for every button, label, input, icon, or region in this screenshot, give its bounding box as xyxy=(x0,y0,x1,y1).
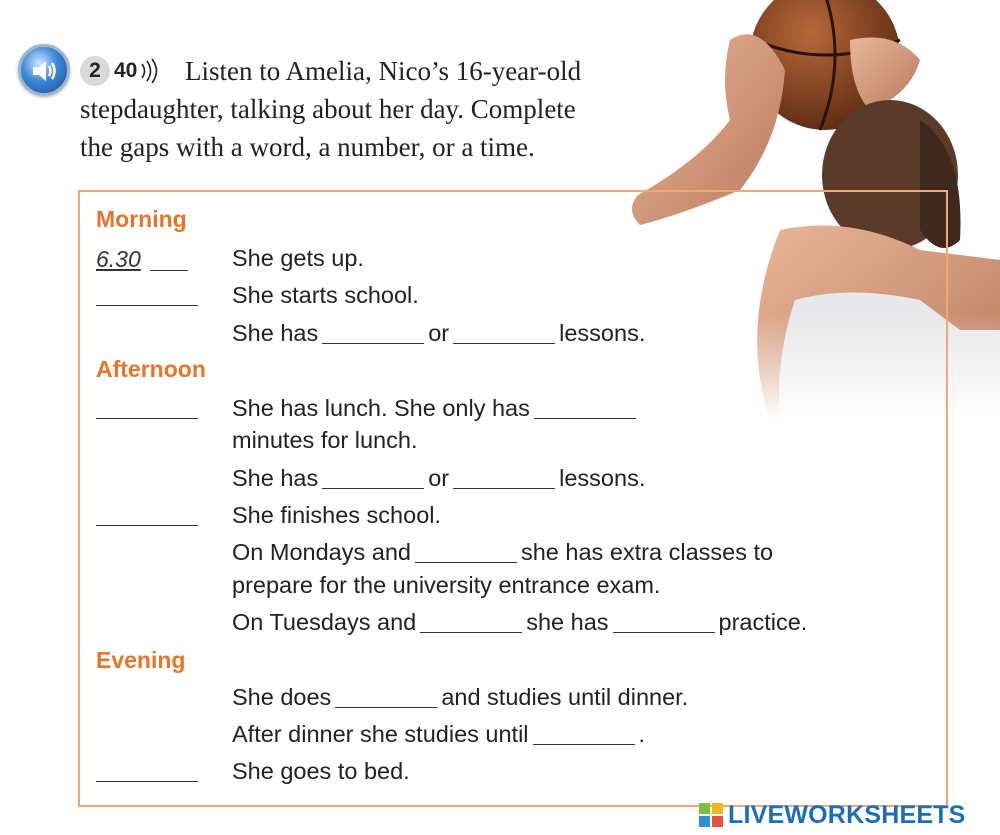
blank-mondays-day[interactable] xyxy=(415,562,517,563)
row-finishes-school: She finishes school. xyxy=(232,502,442,528)
audio-play-button[interactable] xyxy=(18,44,70,96)
text-studies-until-dinner: and studies until dinner. xyxy=(441,684,689,710)
section-afternoon: Afternoon xyxy=(96,356,206,382)
text-she-has: she has xyxy=(526,609,609,635)
liveworksheets-logo xyxy=(698,800,966,830)
row-entrance-exam: prepare for the university entrance exam. xyxy=(232,572,661,598)
text-lessons: lessons. xyxy=(559,320,646,346)
blank-she-does[interactable] xyxy=(335,707,437,708)
row-lunch xyxy=(232,395,640,422)
blank-afternoon-lesson-2[interactable] xyxy=(453,488,555,489)
text-practice: practice. xyxy=(718,609,808,635)
text-after-dinner: After dinner she studies until xyxy=(232,721,529,747)
blank-lunch-minutes[interactable] xyxy=(534,418,636,419)
text-period: . xyxy=(638,721,646,747)
section-morning: Morning xyxy=(96,206,187,232)
exercise-instructions xyxy=(80,52,700,166)
exercise-box xyxy=(78,190,948,807)
text-she-has: She has xyxy=(232,320,319,346)
text-she-does: She does xyxy=(232,684,332,710)
blank-afternoon-lesson-1[interactable] xyxy=(322,488,424,489)
text-lessons: lessons. xyxy=(559,465,646,491)
blank-morning-lesson-1[interactable] xyxy=(322,343,424,344)
text-on-mondays: On Mondays and xyxy=(232,539,411,565)
row-lunch-minutes: minutes for lunch. xyxy=(232,427,418,453)
time-underline xyxy=(150,270,188,271)
row-after-dinner xyxy=(232,721,645,748)
text-extra-classes: she has extra classes to xyxy=(520,539,774,565)
time-blank-finishes-school[interactable] xyxy=(96,525,198,526)
row-starts-school: She starts school. xyxy=(232,282,419,308)
text-on-tuesdays: On Tuesdays and xyxy=(232,609,417,635)
speaker-icon xyxy=(31,58,59,84)
instructions-line-2: stepdaughter, talking about her day. Complete xyxy=(80,94,576,124)
instructions-line-3: the gaps with a word, a number, or a time. xyxy=(80,132,535,162)
track-disc: 2 xyxy=(80,56,110,86)
section-evening: Evening xyxy=(96,647,186,673)
blank-morning-lesson-2[interactable] xyxy=(453,343,555,344)
time-blank-bed[interactable] xyxy=(96,781,198,782)
time-blank-starts-school[interactable] xyxy=(96,305,198,306)
text-or: or xyxy=(428,320,450,346)
row-studies-until-dinner xyxy=(232,684,688,711)
row-morning-lessons xyxy=(232,320,645,347)
row-mondays xyxy=(232,539,773,566)
row-goes-to-bed: She goes to bed. xyxy=(232,758,410,784)
liveworksheets-logo-text: LIVEWORKSHEETS xyxy=(728,800,966,829)
row-tuesdays xyxy=(232,609,807,636)
time-given-answer: 6.30 xyxy=(96,246,141,272)
row-gets-up: She gets up. xyxy=(232,245,364,271)
liveworksheets-logo-icon xyxy=(698,802,724,828)
text-or: or xyxy=(428,465,450,491)
track-index: 40 xyxy=(114,59,138,82)
blank-tuesdays-day[interactable] xyxy=(420,632,522,633)
text-lunch: She has lunch. She only has xyxy=(232,395,530,421)
row-afternoon-lessons xyxy=(232,465,645,492)
time-blank-lunch[interactable] xyxy=(96,418,198,419)
text-she-has: She has xyxy=(232,465,319,491)
blank-study-until-time[interactable] xyxy=(533,744,635,745)
instructions-line-1: Listen to Amelia, Nico’s 16-year-old xyxy=(185,56,582,86)
blank-practice-activity[interactable] xyxy=(613,632,715,633)
